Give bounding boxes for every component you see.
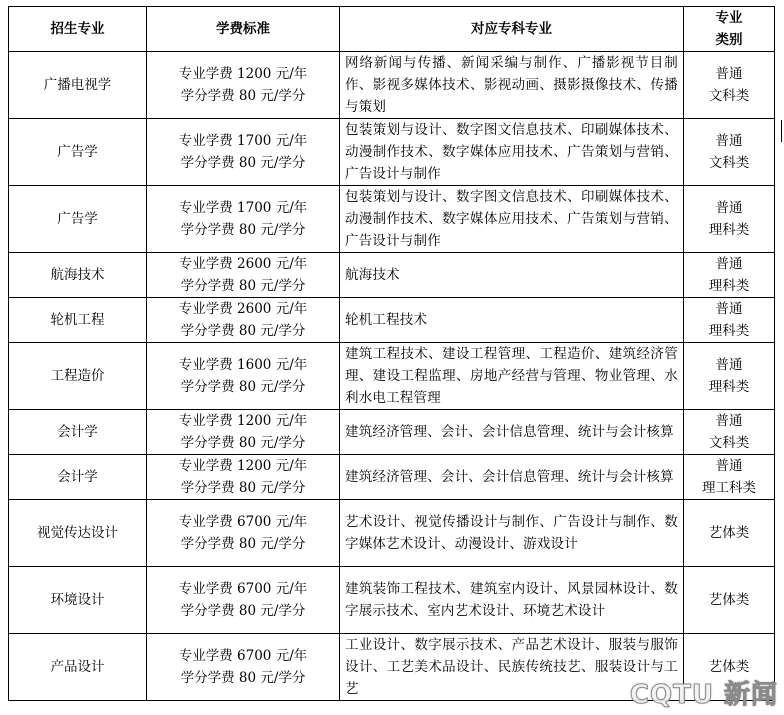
fee-line: 学分学费 80 元/学分 — [180, 603, 306, 619]
fee-cell — [147, 634, 340, 701]
table-row — [9, 119, 775, 186]
category-line: 艺体类 — [708, 525, 750, 541]
fee-line: 专业学费 1600 元/年 — [178, 357, 308, 373]
category-line: 文科类 — [708, 155, 750, 171]
category-line: 普通 — [715, 200, 743, 216]
fee-line: 学分学费 80 元/学分 — [180, 435, 306, 451]
fee-cell — [147, 500, 340, 567]
tuition-table — [8, 6, 775, 701]
fee-line: 专业学费 1700 元/年 — [178, 133, 308, 149]
category-cell — [684, 343, 775, 410]
header-related-majors: 对应专科专业 — [340, 7, 684, 52]
category-line: 理科类 — [708, 379, 750, 395]
category-line: 普通 — [715, 133, 743, 149]
table-row — [9, 343, 775, 410]
related-majors-cell: 航海技术 — [340, 253, 684, 298]
fee-line: 专业学费 1200 元/年 — [178, 66, 308, 82]
major-cell: 视觉传达设计 — [9, 500, 147, 567]
fee-cell — [147, 343, 340, 410]
fee-line: 专业学费 2600 元/年 — [178, 301, 308, 317]
fee-cell — [147, 410, 340, 455]
header-major: 招生专业 — [9, 7, 147, 52]
fee-line: 学分学费 80 元/学分 — [180, 323, 306, 339]
related-majors-cell: 包装策划与设计、数字图文信息技术、印刷媒体技术、动漫制作技术、数字媒体应用技术、广告策划与营销、广告设计与制作 — [340, 186, 684, 253]
fee-line: 专业学费 6700 元/年 — [178, 648, 308, 664]
header-category-line: 专业 — [715, 10, 743, 26]
table-row — [9, 186, 775, 253]
fee-line: 专业学费 2600 元/年 — [178, 256, 308, 272]
table-row — [9, 455, 775, 500]
category-cell — [684, 410, 775, 455]
category-line: 普通 — [715, 413, 743, 429]
fee-cell — [147, 567, 340, 634]
header-category — [684, 7, 775, 52]
related-majors-cell: 艺术设计、视觉传播设计与制作、广告设计与制作、数字媒体艺术设计、动漫设计、游戏设计 — [340, 500, 684, 567]
major-cell: 航海技术 — [9, 253, 147, 298]
major-cell: 会计学 — [9, 410, 147, 455]
category-line: 文科类 — [708, 435, 750, 451]
category-line: 理科类 — [708, 278, 750, 294]
header-fee: 学费标准 — [147, 7, 340, 52]
fee-line: 学分学费 80 元/学分 — [180, 670, 306, 686]
fee-line: 专业学费 6700 元/年 — [178, 581, 308, 597]
category-cell — [684, 52, 775, 119]
table-row — [9, 500, 775, 567]
edge-mark — [781, 120, 782, 142]
category-line: 普通 — [715, 256, 743, 272]
fee-line: 学分学费 80 元/学分 — [180, 222, 306, 238]
related-majors-cell: 建筑工程技术、建设工程管理、工程造价、建筑经济管理、建设工程监理、房地产经营与管理、物业管理、水利水电工程管理 — [340, 343, 684, 410]
fee-line: 学分学费 80 元/学分 — [180, 379, 306, 395]
category-line: 艺体类 — [708, 592, 750, 608]
related-majors-cell: 网络新闻与传播、新闻采编与制作、广播影视节目制作、影视多媒体技术、影视动画、摄影摄像技术、传播与策划 — [340, 52, 684, 119]
fee-line: 学分学费 80 元/学分 — [180, 155, 306, 171]
category-cell — [684, 500, 775, 567]
fee-line: 学分学费 80 元/学分 — [180, 480, 306, 496]
major-cell: 广播电视学 — [9, 52, 147, 119]
category-line: 理科类 — [708, 222, 750, 238]
related-majors-cell: 建筑经济管理、会计、会计信息管理、统计与会计核算 — [340, 410, 684, 455]
fee-line: 学分学费 80 元/学分 — [180, 278, 306, 294]
fee-line: 专业学费 1200 元/年 — [178, 458, 308, 474]
related-majors-cell: 建筑经济管理、会计、会计信息管理、统计与会计核算 — [340, 455, 684, 500]
category-line: 普通 — [715, 357, 743, 373]
category-cell — [684, 455, 775, 500]
category-line: 艺体类 — [708, 659, 750, 675]
major-cell: 产品设计 — [9, 634, 147, 701]
fee-cell — [147, 119, 340, 186]
category-line: 理科类 — [708, 323, 750, 339]
table-row — [9, 567, 775, 634]
related-majors-cell: 包装策划与设计、数字图文信息技术、印刷媒体技术、动漫制作技术、数字媒体应用技术、广告策划与营销、广告设计与制作 — [340, 119, 684, 186]
fee-cell — [147, 52, 340, 119]
table-row — [9, 253, 775, 298]
major-cell: 环境设计 — [9, 567, 147, 634]
header-category-line: 类别 — [715, 32, 743, 48]
fee-line: 学分学费 80 元/学分 — [180, 88, 306, 104]
table-row — [9, 410, 775, 455]
related-majors-cell: 轮机工程技术 — [340, 298, 684, 343]
table-row — [9, 52, 775, 119]
major-cell: 工程造价 — [9, 343, 147, 410]
related-majors-cell: 工业设计、数字展示技术、产品艺术设计、服装与服饰设计、工艺美术品设计、民族传统技艺、服装设计与工艺 — [340, 634, 684, 701]
fee-cell — [147, 298, 340, 343]
table-header-row — [9, 7, 775, 52]
fee-line: 学分学费 80 元/学分 — [180, 536, 306, 552]
table-row — [9, 298, 775, 343]
fee-line: 专业学费 1700 元/年 — [178, 200, 308, 216]
major-cell: 会计学 — [9, 455, 147, 500]
fee-cell — [147, 186, 340, 253]
category-line: 普通 — [715, 458, 743, 474]
category-cell — [684, 298, 775, 343]
related-majors-cell: 建筑装饰工程技术、建筑室内设计、风景园林设计、数字展示技术、室内艺术设计、环境艺术设计 — [340, 567, 684, 634]
watermark-logo: CQTU 新闻 — [629, 680, 778, 710]
fee-cell — [147, 455, 340, 500]
category-cell — [684, 567, 775, 634]
category-line: 文科类 — [708, 88, 750, 104]
major-cell: 广告学 — [9, 119, 147, 186]
major-cell: 轮机工程 — [9, 298, 147, 343]
category-line: 普通 — [715, 301, 743, 317]
major-cell: 广告学 — [9, 186, 147, 253]
category-line: 理工科类 — [702, 480, 756, 496]
category-cell — [684, 253, 775, 298]
fee-line: 专业学费 6700 元/年 — [178, 514, 308, 530]
category-line: 普通 — [715, 66, 743, 82]
category-cell — [684, 119, 775, 186]
fee-line: 专业学费 1200 元/年 — [178, 413, 308, 429]
category-cell — [684, 186, 775, 253]
fee-cell — [147, 253, 340, 298]
